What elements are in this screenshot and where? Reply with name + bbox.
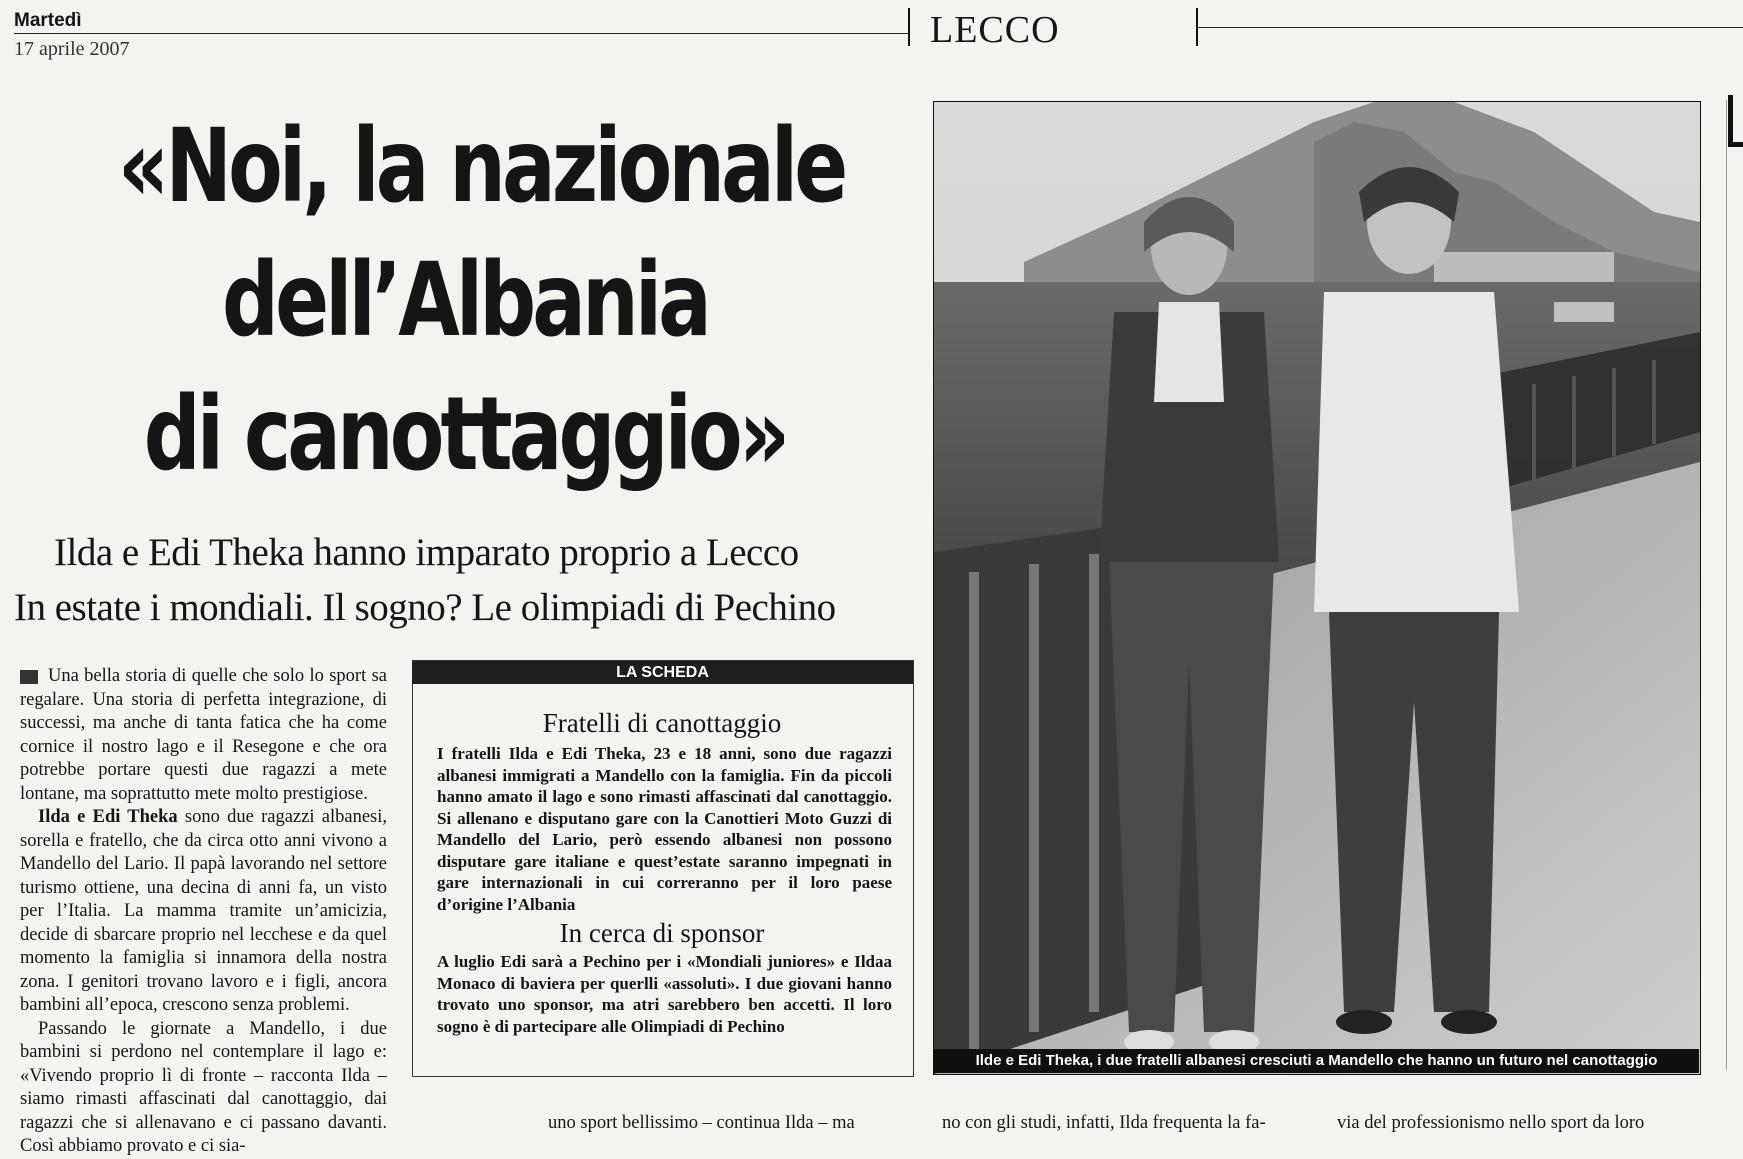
article-paragraph-1 — [20, 665, 387, 806]
edge-l-mark — [1728, 95, 1743, 147]
article-paragraph-2 — [20, 806, 387, 1018]
header-date: 17 aprile 2007 — [14, 38, 130, 60]
photo — [933, 101, 1701, 1075]
scheda-title-2: In cerca di sponsor — [559, 918, 765, 948]
article-paragraph-1-text: Una bella storia di quelle che solo lo sport sa regalare. Una storia di perfetta integrazione, di successi, ma anche di tanta fatica che ha come cornice il nostro lago e il Resegone e che ora potrebbe portare questi due ragazzi a mete lontane, ma soprattutto mete molto prestigiose. — [20, 666, 387, 804]
column-4-snippet: via del professionismo nello sport da loro — [1337, 1113, 1645, 1133]
scheda-band: LA SCHEDA — [412, 661, 913, 684]
headline — [117, 100, 845, 502]
section-title: LECCO — [930, 9, 1060, 51]
subheadline-line-1: Ilda e Edi Theka hanno imparato proprio a Lecco — [54, 531, 799, 574]
headline-line-1: «Noi, la nazionale — [117, 107, 845, 226]
column-3-snippet: no con gli studi, infatti, Ilda frequenta la fa- — [942, 1113, 1266, 1133]
article-start-square-icon — [20, 670, 38, 684]
subheadline-line-2: In estate i mondiali. Il sogno? Le olimpiadi di Pechino — [14, 586, 836, 629]
photo-shore-buildings — [1434, 252, 1614, 282]
headline-line-2: dell’Albania — [222, 241, 708, 360]
subheadline — [14, 525, 914, 635]
scheda-text-2: A luglio Edi sarà a Pechino per i «Mondiali juniores» e Ildaa Monaco di baviera per querlli «assoluti». I due giovani hanno trovato uno sponsor, ma atri sarebbero ben accetti. Il loro sogno è di partecipare alle Olimpiadi di Pechino — [437, 952, 892, 1036]
header-rule-left — [14, 33, 909, 34]
photo-right-rule — [1726, 100, 1727, 1070]
headline-line-3: di canottaggio» — [143, 375, 787, 494]
article-paragraph-3: Passando le giornate a Mandello, i due bambini si perdono nel contemplare il lago e: «Vivendo proprio lì di fronte – racconta Ilda – siamo rimasti affascinati dal canottaggio, dai ragazzi che si allenavano e ci passano davanti. Così abbiamo provato e ci sia- — [20, 1018, 387, 1156]
header-day: Martedì — [14, 10, 82, 31]
column-2-snippet: uno sport bellissimo – continua Ilda – ma — [548, 1113, 855, 1133]
photo-caption: Ilde e Edi Theka, i due fratelli albanesi cresciuti a Mandello che hanno un futuro nel canottaggio — [934, 1049, 1699, 1073]
scheda-text-1: I fratelli Ilda e Edi Theka, 23 e 18 anni, sono due ragazzi albanesi immigrati a Mandello con la famiglia. Fin da piccoli hanno amato il lago e sono rimasti affascinati dal canottaggio. Si allenano e disputano gare con la Canottieri Moto Guzzi di Mandello del Lario, però essendo albanesi non possono disputare gare italiane e quest’estate saranno impegnati in gare internazionali in cui correranno per il loro paese d’origine l’Albania — [437, 744, 892, 914]
article-names-bold: Ilda e Edi Theka — [38, 807, 178, 827]
article-column — [20, 665, 387, 1159]
header-divider-left — [908, 8, 910, 46]
scheda-title-1: Fratelli di canottaggio — [542, 708, 782, 738]
photo-illustration — [934, 102, 1700, 1074]
photo-boat — [1554, 302, 1614, 322]
header-rule-right — [1198, 27, 1743, 28]
article-paragraph-2-text: sono due ragazzi albanesi, sorella e fratello, che da circa otto anni vivono a Mandello del Lario. Il papà lavorando nel settore turismo ottiene, una decina di anni fa, un visto per l’Italia. La mamma tramite un’amicizia, decide di sbarcare proprio nel lecchese e da quel momento la famiglia si innamora della nostra zona. I genitori trovano lavoro e i figli, ancora bambini all’epoca, crescono senza problemi. — [20, 807, 387, 1015]
